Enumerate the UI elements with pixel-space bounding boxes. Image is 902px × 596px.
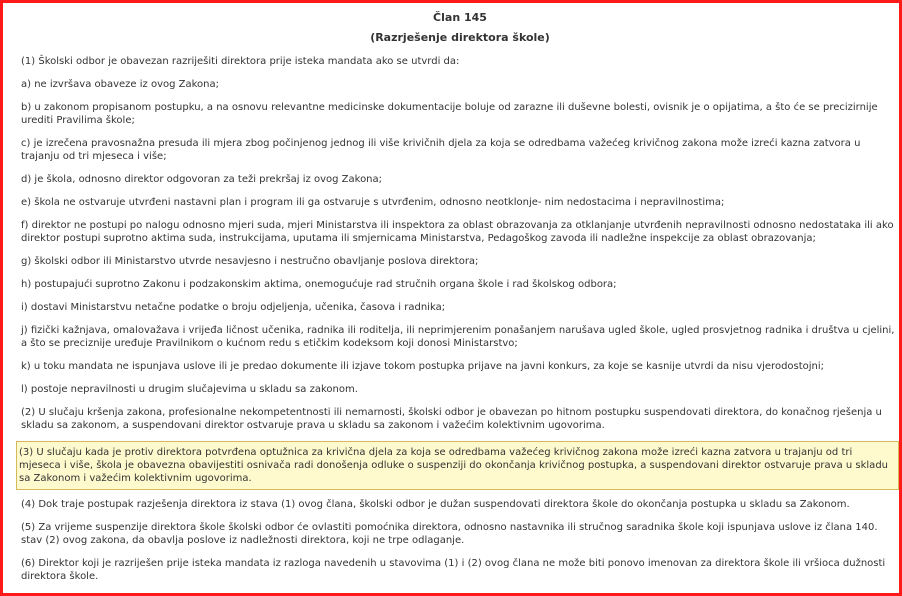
paragraph-4: (4) Dok traje postupak razješenja direktora iz stava (1) ovog člana, školski odbor je dužan suspendovati direktora škole do okončanja postupka u skladu sa Zakonom.	[21, 499, 850, 510]
paragraph-6: (6) Direktor koji je razriješen prije isteka mandata iz razloga navedenih u stavovima (1) i (2) ovog člana ne može biti ponovo imenovan za direktora škole ili vršioca dužnosti direktora škole.	[21, 558, 886, 582]
article-title: Član 145	[433, 11, 487, 24]
item-c: c) je izrečena pravosnažna presuda ili mjera zbog počinjenog jednog ili više krivičnih djela za koja se odredbama važećeg krivičnog zakona može izreći kazna zatvora u trajanju od tri mjeseca i više;	[21, 138, 861, 162]
item-d: d) je škola, odnosno direktor odgovoran za teži prekršaj iz ovog Zakona;	[21, 174, 383, 185]
item-g: g) školski odbor ili Ministarstvo utvrde nesavjesno i nestručno obavljanje poslova direktora;	[21, 256, 479, 267]
paragraph-2: (2) U slučaju kršenja zakona, profesionalne nekompetentnosti ili nemarnosti, školski odbor je obavezan po hitnom postupku suspendovati direktora, do konačnog rješenja u skladu sa zakonom, a suspendovani direktor ostvaruje prava u skladu sa zakonom i važećim kolektivnim ugovorima.	[21, 407, 882, 431]
paragraph-5: (5) Za vrijeme suspenzije direktora škole školski odbor će ovlastiti pomoćnika direktora, odnosno nastavnika ili stručnog saradnika škole koji ispunjava uslove iz člana 140. stav (2) ovog zakona, da obavlja poslove iz nadležnosti direktora, koji ne trpe odlaganje.	[21, 522, 878, 546]
item-e: e) škola ne ostvaruje utvrđeni nastavni plan i program ili ga ostvaruje s utvrđenim, odnosno neotklonje- nim nedostacima i nepravilnostima;	[21, 197, 725, 208]
article-content	[21, 11, 899, 593]
item-k: k) u toku mandata ne ispunjava uslove ili je predao dokumente ili izjave tokom postupka prijave na javni konkurs, za koje se kasnije utvrdi da nisu vjerodostojni;	[21, 361, 825, 372]
item-b: b) u zakonom propisanom postupku, a na osnovu relevantne medicinske dokumentacije boluje od zarazne ili duševne bolesti, ovisnik je o opijatima, a što će se precizirnije urediti Pravilima škole;	[21, 102, 878, 126]
paragraph-3-highlighted: (3) U slučaju kada je protiv direktora potvrđena optužnica za krivična djela za koja se odredbama važećeg krivičnog zakona može izreći kazna zatvora u trajanju od tri mjeseca i više, škola je obavezna obavijestiti osnivača radi donošenja odluke o suspenziji do okončanja krivičnog postupka, a suspendovani direktor ostvaruje prava u skladu sa Zakonom i važećim kolektivnim ugovorima.	[16, 441, 899, 490]
article-subtitle: (Razrješenje direktora škole)	[370, 31, 550, 44]
item-l: l) postoje nepravilnosti u drugim slučajevima u skladu sa zakonom.	[21, 384, 358, 395]
item-h: h) postupajući suprotno Zakonu i podzakonskim aktima, onemogućuje rad stručnih organa škole i rad školskog odbora;	[21, 279, 617, 290]
paragraph-1: (1) Školski odbor je obavezan razriješiti direktora prije isteka mandata ako se utvrdi da:	[21, 56, 460, 67]
item-j: j) fizički kažnjava, omalovažava i vrijeđa ličnost učenika, radnika ili roditelja, ili neprimjerenim ponašanjem narušava ugled škole, ugled prosvjetnog radnika i društva u cjelini, a što se preciznije uređuje Pravilnikom o kućnom redu s etičkim kodeksom koji donosi Ministarstvo;	[21, 325, 895, 349]
paragraph-list	[21, 55, 899, 583]
item-i: i) dostavi Ministarstvu netačne podatke o broju odjeljenja, učenika, časova i radnika;	[21, 302, 446, 313]
item-a: a) ne izvršava obaveze iz ovog Zakona;	[21, 79, 219, 90]
item-f: f) direktor ne postupi po nalogu odnosno mjeri suda, mjeri Ministarstva ili inspektora za oblast obrazovanja za otklanjanje utvrđenih nepravilnosti odnosno nedostataka ili ako direktor postupi suprotno aktima suda, instrukcijama, uputama ili smjernicama Ministarstva, Pedagoškog zavoda ili nadležne inspekcije za oblast obrazovanja;	[21, 220, 894, 244]
